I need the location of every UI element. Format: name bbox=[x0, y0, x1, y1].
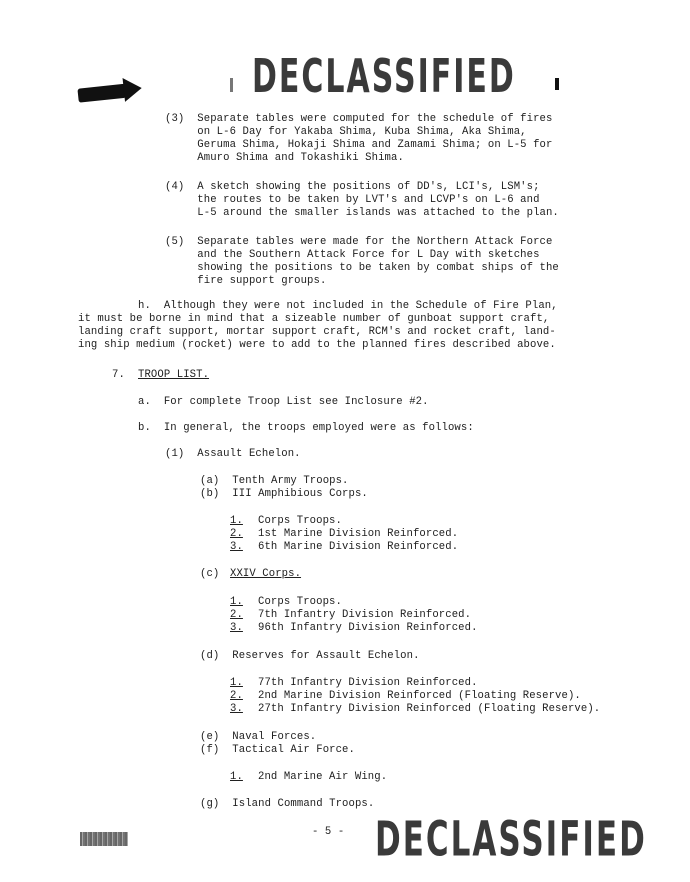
text-line: showing the positions to be taken by combat ships of the bbox=[165, 262, 559, 274]
text-line: (a) Tenth Army Troops. bbox=[200, 475, 349, 487]
text-line: Amuro Shima and Tokashiki Shima. bbox=[165, 152, 404, 164]
text-line: it must be borne in mind that a sizeable number of gunboat support craft, bbox=[78, 313, 550, 325]
item-number: 3. bbox=[230, 622, 243, 634]
section-heading: TROOP LIST. bbox=[138, 369, 210, 381]
item-number: 3. bbox=[230, 703, 243, 715]
text-line: b. In general, the troops employed were as follows: bbox=[138, 422, 474, 434]
text-line: (5) Separate tables were made for the Northern Attack Force bbox=[165, 236, 553, 248]
ink-smudge bbox=[230, 78, 233, 92]
item-number: 3. bbox=[230, 541, 243, 553]
ink-smudge bbox=[80, 832, 128, 846]
text-line: (f) Tactical Air Force. bbox=[200, 744, 355, 756]
redaction-arrow-mark bbox=[77, 83, 130, 102]
declassified-stamp-bottom: DECLASSIFIED bbox=[375, 812, 647, 868]
text-line: (d) Reserves for Assault Echelon. bbox=[200, 650, 420, 662]
item-number: (c) bbox=[200, 568, 220, 580]
text-line: (4) A sketch showing the positions of DD's, LCI's, LSM's; bbox=[165, 181, 540, 193]
item-number: 1. bbox=[230, 596, 243, 608]
text-line: ing ship medium (rocket) were to add to the planned fires described above. bbox=[78, 339, 556, 351]
text-line: 6th Marine Division Reinforced. bbox=[258, 541, 459, 553]
text-line: Corps Troops. bbox=[258, 515, 342, 527]
text-line: Geruma Shima, Hokaji Shima and Zamami Shima; on L-5 for bbox=[165, 139, 553, 151]
text-line: 2nd Marine Air Wing. bbox=[258, 771, 388, 783]
text-line: a. For complete Troop List see Inclosure #2. bbox=[138, 396, 429, 408]
section-number: 7. bbox=[112, 369, 125, 381]
declassified-stamp-top: DECLASSIFIED bbox=[252, 50, 516, 105]
text-line: 77th Infantry Division Reinforced. bbox=[258, 677, 478, 689]
item-number: 1. bbox=[230, 515, 243, 527]
text-line: (b) III Amphibious Corps. bbox=[200, 488, 368, 500]
text-line: 96th Infantry Division Reinforced. bbox=[258, 622, 478, 634]
text-line: XXIV Corps. bbox=[230, 568, 302, 580]
text-line: Corps Troops. bbox=[258, 596, 342, 608]
page-number: - 5 - bbox=[312, 826, 345, 838]
text-line: 27th Infantry Division Reinforced (Floating Reserve). bbox=[258, 703, 601, 715]
text-line: landing craft support, mortar support craft, RCM's and rocket craft, land- bbox=[78, 326, 556, 338]
text-line: (e) Naval Forces. bbox=[200, 731, 317, 743]
text-line: on L-6 Day for Yakaba Shima, Kuba Shima, Aka Shima, bbox=[165, 126, 527, 138]
text-line: 7th Infantry Division Reinforced. bbox=[258, 609, 472, 621]
item-number: 1. bbox=[230, 677, 243, 689]
text-line: (3) Separate tables were computed for the schedule of fires bbox=[165, 113, 553, 125]
text-line: h. Although they were not included in the Schedule of Fire Plan, bbox=[138, 300, 558, 312]
text-line: 2nd Marine Division Reinforced (Floating Reserve). bbox=[258, 690, 581, 702]
text-line: 1st Marine Division Reinforced. bbox=[258, 528, 459, 540]
text-line: L-5 around the smaller islands was attached to the plan. bbox=[165, 207, 559, 219]
item-number: 1. bbox=[230, 771, 243, 783]
item-number: 2. bbox=[230, 528, 243, 540]
text-line: (1) Assault Echelon. bbox=[165, 448, 301, 460]
ink-mark bbox=[555, 78, 559, 90]
text-line: the routes to be taken by LVT's and LCVP's on L-6 and bbox=[165, 194, 540, 206]
text-line: (g) Island Command Troops. bbox=[200, 798, 375, 810]
item-number: 2. bbox=[230, 609, 243, 621]
item-number: 2. bbox=[230, 690, 243, 702]
text-line: fire support groups. bbox=[165, 275, 327, 287]
text-line: and the Southern Attack Force for L Day with sketches bbox=[165, 249, 540, 261]
